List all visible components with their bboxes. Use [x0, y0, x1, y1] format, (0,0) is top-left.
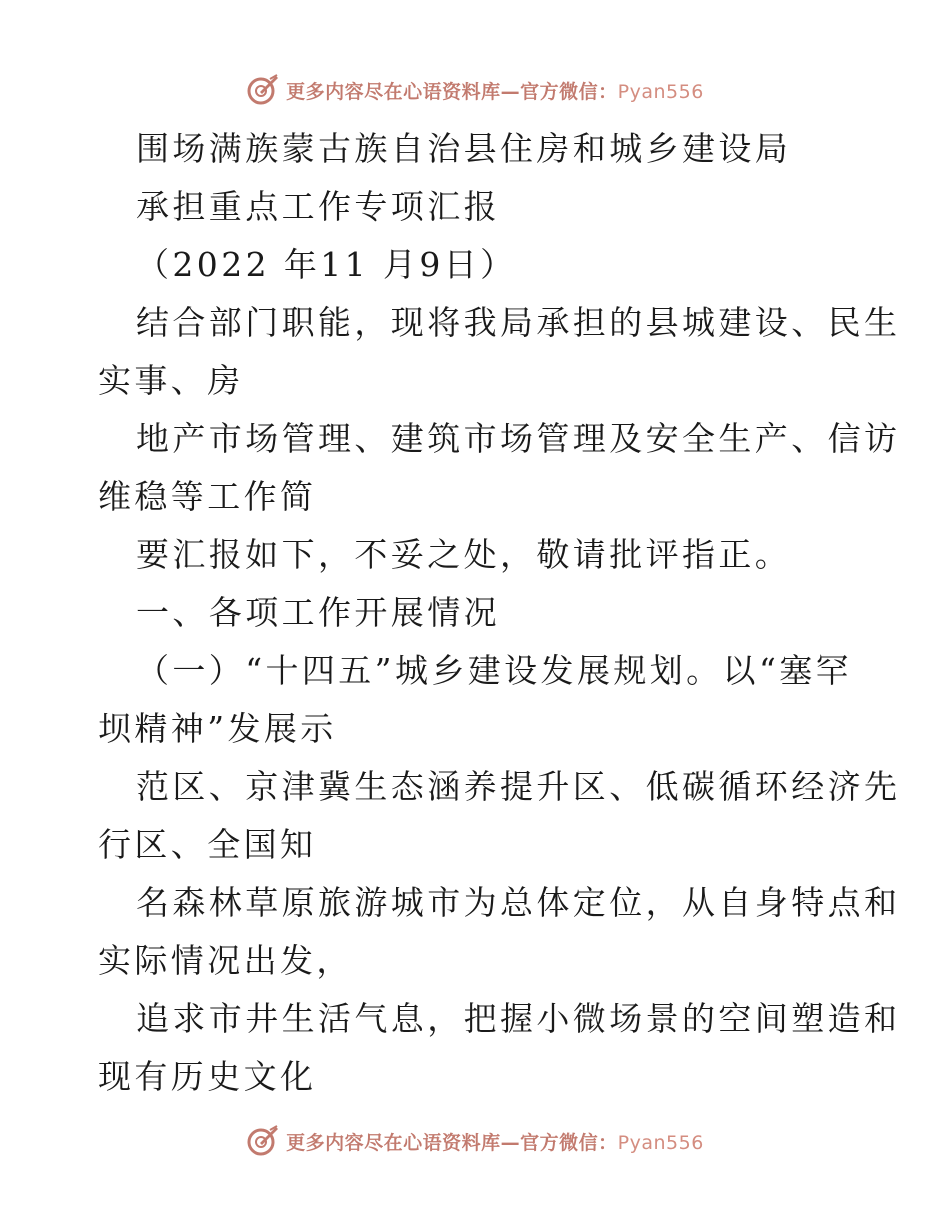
watermark-text: 更多内容尽在心语资料库—官方微信：: [286, 1131, 618, 1154]
paragraph-line: 实事、房: [98, 361, 244, 400]
quill-logo-icon: [246, 1124, 280, 1158]
watermark-footer: [0, 1123, 950, 1159]
paragraph-line: 实际情况出发，: [98, 941, 353, 980]
watermark-text: 更多内容尽在心语资料库—官方微信：: [286, 80, 618, 103]
watermark-id: Pyan556: [617, 1131, 704, 1154]
paragraph-line: 地产市场管理、建筑市场管理及安全生产、信访: [136, 419, 901, 458]
paragraph-line: 坝精神”发展示: [98, 709, 337, 748]
paragraph-line: 要汇报如下，不妥之处，敬请批评指正。: [136, 535, 792, 574]
section-heading: 一、各项工作开展情况: [136, 593, 500, 632]
quill-logo-icon: [246, 73, 280, 107]
subsection-heading: （一）“十四五”城乡建设发展规划。以“塞罕: [136, 651, 853, 690]
paragraph-line: 行区、全国知: [98, 825, 317, 864]
paragraph-line: 现有历史文化: [98, 1057, 317, 1096]
doc-subtitle: 承担重点工作专项汇报: [136, 187, 500, 226]
paragraph-line: 名森林草原旅游城市为总体定位，从自身特点和: [136, 883, 901, 922]
paragraph-line: 维稳等工作简: [98, 477, 317, 516]
watermark-header: [0, 72, 950, 108]
doc-date: （2022 年11 月9日）: [136, 245, 517, 284]
paragraph-line: 追求市井生活气息，把握小微场景的空间塑造和: [136, 999, 901, 1038]
paragraph-line: 结合部门职能，现将我局承担的县城建设、民生: [136, 303, 901, 342]
doc-title: 围场满族蒙古族自治县住房和城乡建设局: [136, 129, 792, 168]
document-body: [98, 120, 901, 1106]
watermark-id: Pyan556: [617, 80, 704, 103]
paragraph-line: 范区、京津冀生态涵养提升区、低碳循环经济先: [136, 767, 901, 806]
